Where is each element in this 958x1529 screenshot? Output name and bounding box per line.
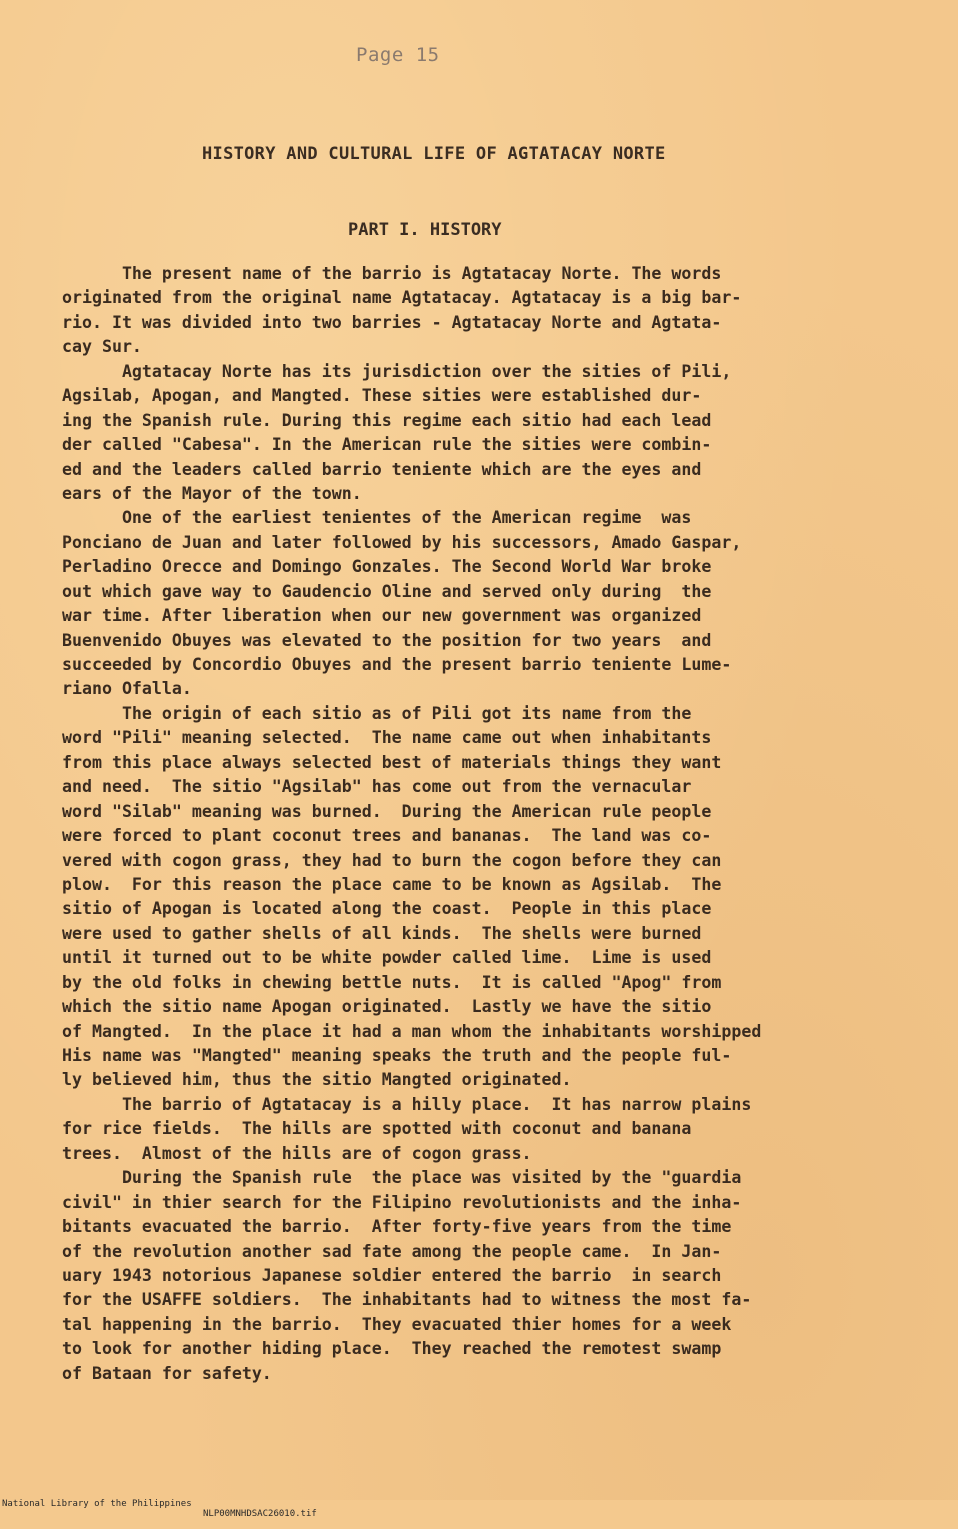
body-line: were forced to plant coconut trees and bananas. The land was co-	[62, 826, 712, 846]
body-line: originated from the original name Agtatacay. Agtatacay is a big bar-	[62, 288, 742, 308]
body-line: One of the earliest tenientes of the American regime was	[62, 508, 692, 528]
body-line: The present name of the barrio is Agtatacay Norte. The words	[62, 264, 722, 283]
body-line: Buenvenido Obuyes was elevated to the position for two years and	[62, 630, 712, 650]
body-line: and need. The sitio "Agsilab" has come out from the vernacular	[62, 777, 692, 797]
body-line: of the revolution another sad fate among the people came. In Jan-	[62, 1241, 722, 1261]
body-line: vered with cogon grass, they had to burn the cogon before they can	[62, 850, 722, 870]
body-line: tal happening in the barrio. They evacuated thier homes for a week	[62, 1314, 732, 1334]
body-line: Agtatacay Norte has its jurisdiction over the sities of Pili,	[62, 361, 732, 381]
body-line: cay Sur.	[62, 337, 142, 357]
body-line: Agsilab, Apogan, and Mangted. These sities were established dur-	[62, 386, 702, 406]
body-line: ly believed him, thus the sitio Mangted originated.	[62, 1070, 572, 1090]
body-line: ing the Spanish rule. During this regime each sitio had each lead	[62, 410, 712, 430]
body-line: plow. For this reason the place came to be known as Agsilab. The	[62, 874, 722, 894]
body-line: word "Pili" meaning selected. The name came out when inhabitants	[62, 728, 712, 748]
body-line: sitio of Apogan is located along the coast. People in this place	[62, 899, 712, 919]
body-line: ed and the leaders called barrio teniente which are the eyes and	[62, 459, 702, 479]
body-line: from this place always selected best of materials things they want	[62, 752, 722, 772]
body-text	[62, 262, 908, 1386]
body-line: bitants evacuated the barrio. After forty-five years from the time	[62, 1217, 732, 1237]
body-line: ears of the Mayor of the town.	[62, 483, 362, 503]
body-line: uary 1943 notorious Japanese soldier entered the barrio in search	[62, 1265, 722, 1285]
body-line: During the Spanish rule the place was visited by the "guardia	[62, 1168, 742, 1188]
body-line: trees. Almost of the hills are of cogon grass.	[62, 1143, 532, 1163]
body-line: out which gave way to Gaudencio Oline and served only during the	[62, 581, 712, 601]
body-line: for rice fields. The hills are spotted with coconut and banana	[62, 1119, 692, 1139]
body-line: The origin of each sitio as of Pili got its name from the	[62, 703, 692, 723]
body-line: Ponciano de Juan and later followed by his successors, Amado Gaspar,	[62, 532, 742, 552]
body-line: of Mangted. In the place it had a man whom the inhabitants worshipped	[62, 1021, 762, 1041]
body-line: The barrio of Agtatacay is a hilly place. It has narrow plains	[62, 1094, 752, 1114]
part-heading: PART I. HISTORY	[348, 220, 502, 240]
body-line: of Bataan for safety.	[62, 1363, 272, 1383]
body-line: His name was "Mangted" meaning speaks the truth and the people ful-	[62, 1046, 732, 1065]
body-line: for the USAFFE soldiers. The inhabitants had to witness the most fa-	[62, 1290, 752, 1310]
body-line: which the sitio name Apogan originated. Lastly we have the sitio	[62, 997, 712, 1017]
body-line: succeeded by Concordio Obuyes and the present barrio teniente Lume-	[62, 655, 732, 674]
body-line: der called "Cabesa". In the American rule the sities were combin-	[62, 435, 712, 455]
body-line: war time. After liberation when our new government was organized	[62, 606, 702, 626]
body-line: word "Silab" meaning was burned. During the American rule people	[62, 801, 712, 821]
body-line: Perladino Orecce and Domingo Gonzales. The Second World War broke	[62, 557, 712, 577]
body-line: were used to gather shells of all kinds. The shells were burned	[62, 923, 702, 943]
body-line: to look for another hiding place. They reached the remotest swamp	[62, 1339, 722, 1359]
body-line: rio. It was divided into two barries - Agtatacay Norte and Agtata-	[62, 312, 722, 332]
footer-institution: National Library of the Philippines	[2, 1499, 192, 1509]
scan-footer	[0, 1489, 317, 1529]
body-line: riano Ofalla.	[62, 679, 192, 699]
body-line: until it turned out to be white powder called lime. Lime is used	[62, 948, 712, 968]
page-number: Page 15	[356, 44, 440, 66]
footer-file-id: NLP00MNHDSAC26010.tif	[203, 1509, 317, 1519]
body-line: civil" in thier search for the Filipino revolutionists and the inha-	[62, 1192, 742, 1212]
body-line: by the old folks in chewing bettle nuts. It is called "Apog" from	[62, 972, 722, 992]
document-title: HISTORY AND CULTURAL LIFE OF AGTATACAY NORTE	[202, 144, 666, 164]
